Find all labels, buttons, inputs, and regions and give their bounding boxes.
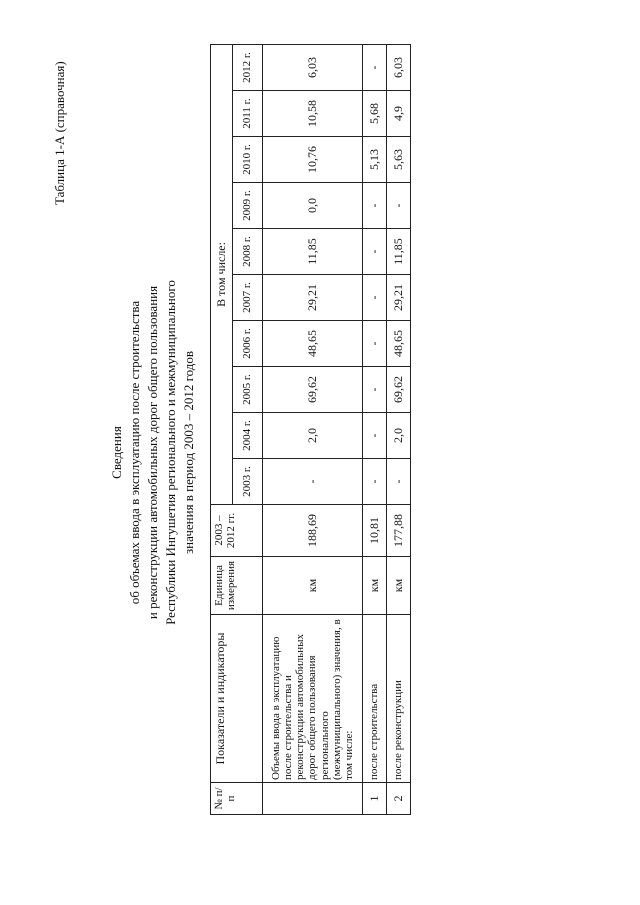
row-value: 29,21 — [387, 275, 411, 321]
row-value: 2,0 — [263, 413, 363, 459]
title-line-2: и реконструкции автомобильных дорог общего пользования — [145, 285, 160, 620]
table-row — [363, 44, 387, 814]
row-num: 2 — [387, 783, 411, 815]
table-row — [387, 44, 411, 814]
row-value: 11,85 — [387, 229, 411, 275]
row-total: 10,81 — [363, 505, 387, 557]
row-value: - — [387, 459, 411, 505]
title-line-4: значения в период 2003 – 2012 годов — [181, 351, 196, 554]
row-unit: км — [263, 557, 363, 615]
header-year: 2007 г. — [233, 275, 263, 321]
row-value: - — [387, 183, 411, 229]
row-value: 69,62 — [387, 367, 411, 413]
header-year: 2012 г. — [233, 44, 263, 90]
row-value: - — [363, 413, 387, 459]
row-value: 48,65 — [263, 321, 363, 367]
table-label: Таблица 1-А (справочная) — [52, 61, 67, 205]
title-heading: Сведения — [109, 426, 124, 479]
row-value: - — [363, 44, 387, 90]
row-value: - — [363, 183, 387, 229]
row-value: 4,9 — [387, 91, 411, 137]
table-row — [263, 44, 363, 814]
row-value: 5,68 — [363, 91, 387, 137]
header-unit: Единица измерения — [211, 557, 263, 615]
row-value: - — [363, 367, 387, 413]
row-value: - — [363, 459, 387, 505]
row-value: 69,62 — [263, 367, 363, 413]
row-total: 177,88 — [387, 505, 411, 557]
row-unit: км — [363, 557, 387, 615]
row-value: - — [263, 459, 363, 505]
row-value: 5,13 — [363, 137, 387, 183]
row-value: 0,0 — [263, 183, 363, 229]
row-label: после реконструкции — [387, 615, 411, 783]
header-including: В том числе: — [211, 44, 233, 504]
row-num — [263, 783, 363, 815]
row-label: Объемы ввода в эксплуатацию после строительства и реконструкции автомобильных дорог общего пользования регионального (межмуниципального) значения, в том числе: — [263, 615, 363, 783]
row-value: 11,85 — [263, 229, 363, 275]
row-value: 6,03 — [263, 44, 363, 90]
row-value: 48,65 — [387, 321, 411, 367]
row-label: после строительства — [363, 615, 387, 783]
title-line-1: об объемах ввода в эксплуатацию после строительства — [127, 300, 142, 605]
row-value: 29,21 — [263, 275, 363, 321]
header-year: 2009 г. — [233, 183, 263, 229]
row-num: 1 — [363, 783, 387, 815]
row-value: - — [363, 321, 387, 367]
row-value: 10,58 — [263, 91, 363, 137]
header-year: 2008 г. — [233, 229, 263, 275]
header-year: 2003 г. — [233, 459, 263, 505]
header-year: 2010 г. — [233, 137, 263, 183]
header-total: 2003 – 2012 гг. — [211, 505, 263, 557]
header-year: 2011 г. — [233, 91, 263, 137]
data-table — [210, 44, 411, 815]
row-value: 6,03 — [387, 44, 411, 90]
row-unit: км — [387, 557, 411, 615]
row-value: 2,0 — [387, 413, 411, 459]
row-value: 10,76 — [263, 137, 363, 183]
title-line-3: Республики Ингушетия регионального и межмуниципального — [163, 280, 178, 625]
row-total: 188,69 — [263, 505, 363, 557]
row-value: - — [363, 275, 387, 321]
header-year: 2005 г. — [233, 367, 263, 413]
header-indicator: Показатели и индикаторы — [211, 615, 263, 783]
row-value: - — [363, 229, 387, 275]
header-year: 2006 г. — [233, 321, 263, 367]
header-year: 2004 г. — [233, 413, 263, 459]
row-value: 5,63 — [387, 137, 411, 183]
header-num: № п/п — [211, 783, 263, 815]
